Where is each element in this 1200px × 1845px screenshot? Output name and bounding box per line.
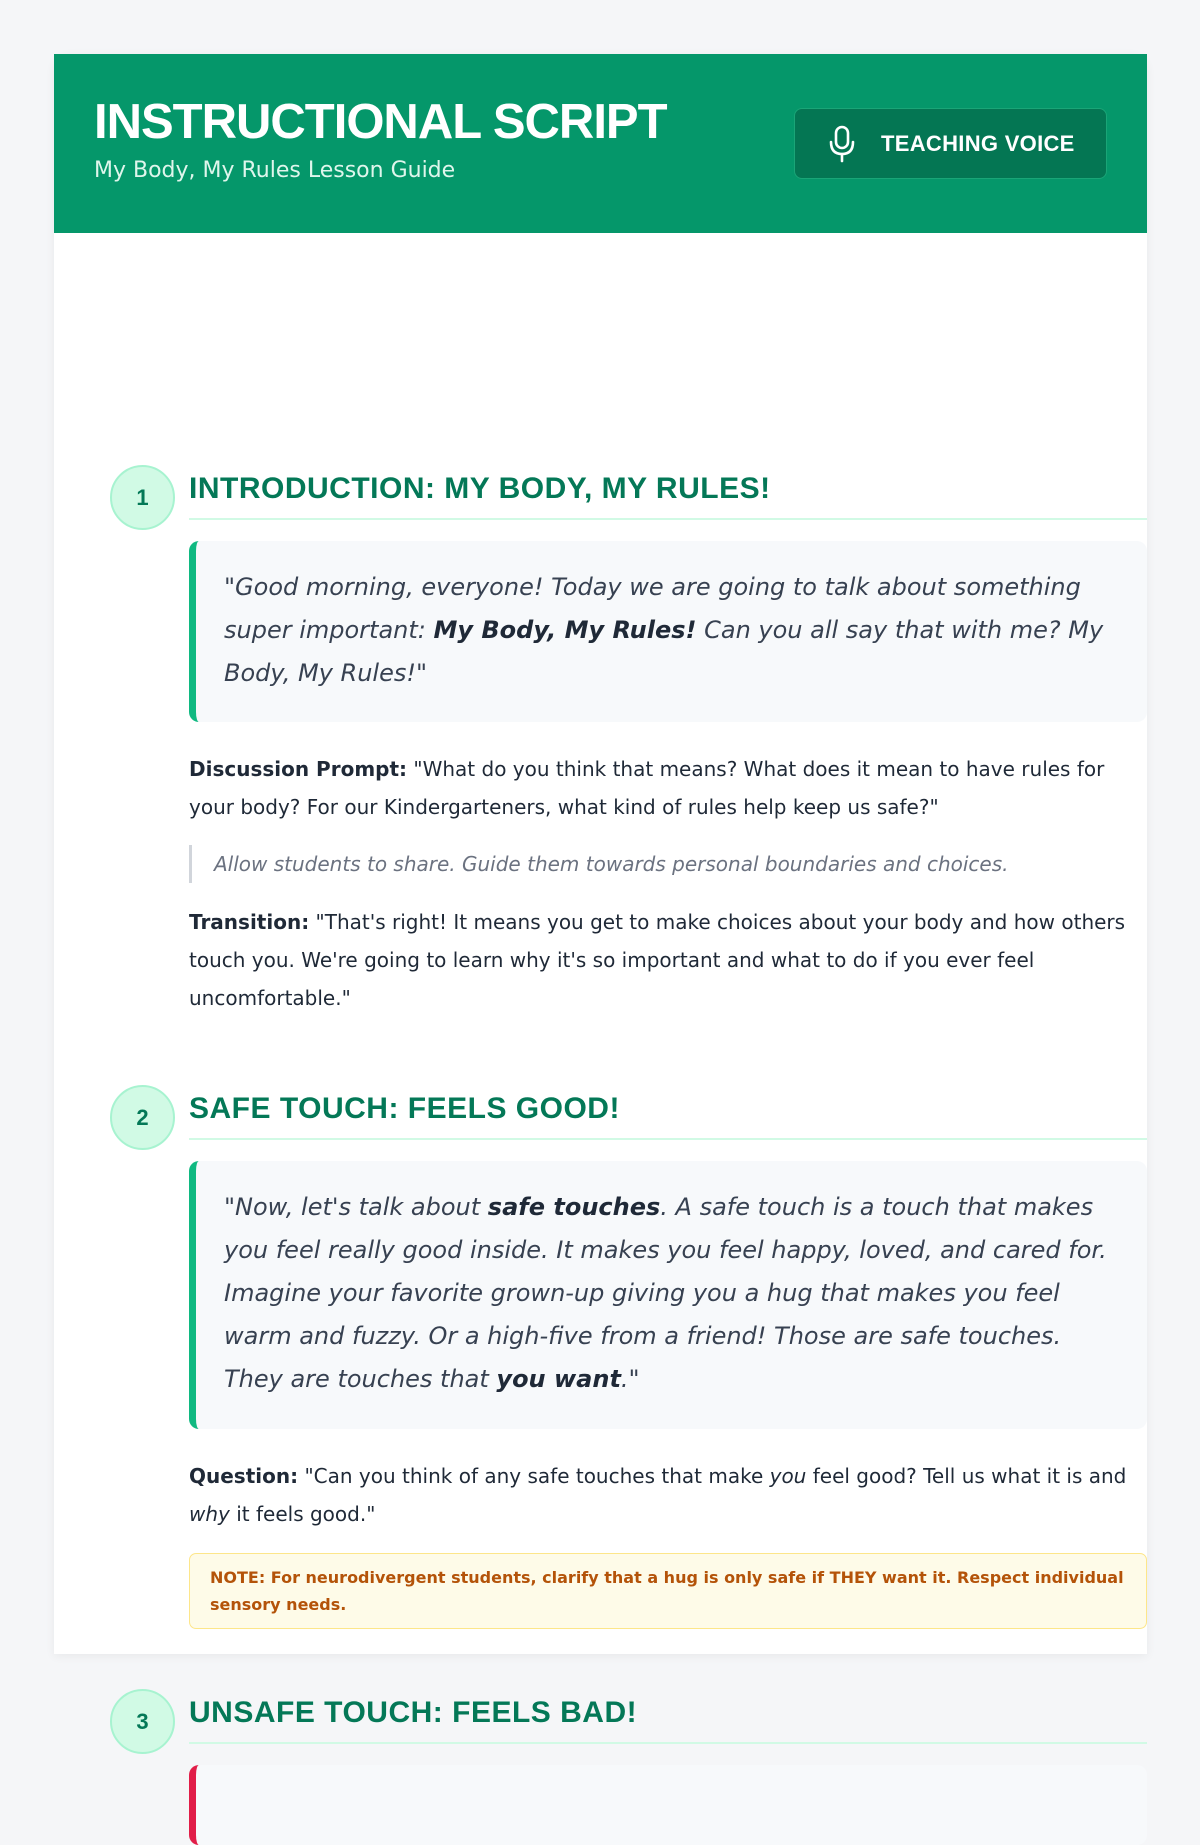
- lesson-card: [54, 54, 1147, 1734]
- page-subtitle: My Body, My Rules Lesson Guide: [94, 158, 456, 183]
- question-prompt: Question: "Can you think of any safe touches that make you feel good? Tell us what it is and why it feels good.": [189, 1464, 1127, 1526]
- discussion-prompt: Discussion Prompt: "What do you think that means? What does it mean to have rules for your body? For our Kindergarteners, what kind of rules help keep us safe?": [189, 757, 1105, 819]
- section-divider: [189, 518, 1147, 520]
- teaching-voice-label: TEACHING VOICE: [881, 130, 1075, 156]
- teacher-aside: Allow students to share. Guide them towards personal boundaries and choices.: [189, 845, 1147, 883]
- section-title: SAFE TOUCH: FEELS GOOD!: [189, 1092, 620, 1125]
- script-quote: [189, 1765, 1147, 1845]
- section-title: UNSAFE TOUCH: FEELS BAD!: [189, 1696, 638, 1729]
- neurodivergent-note: NOTE: For neurodivergent students, clarify that a hug is only safe if THEY want it. Respect individual sensory needs.: [189, 1553, 1147, 1629]
- header: [54, 54, 1147, 233]
- script-quote: "Now, let's talk about safe touches. A safe touch is a touch that makes you feel really good inside. It makes you feel happy, loved, and cared for. Imagine your favorite grown-up giving you a hug that makes you feel warm and fuzzy. Or a high-five from a friend! Those are safe touches. They are touches that you want.": [189, 1161, 1147, 1429]
- transition-text: Transition: "That's right! It means you get to make choices about your body and how others touch you. We're going to learn why it's so important and what to do if you ever feel uncomfortable.": [189, 910, 1126, 1010]
- section-number: 3: [110, 1689, 175, 1754]
- section-divider: [189, 1742, 1147, 1744]
- page-title: INSTRUCTIONAL SCRIPT: [94, 95, 667, 149]
- section-divider: [189, 1138, 1147, 1140]
- section-number: 2: [110, 1085, 175, 1150]
- section-number: 1: [110, 465, 175, 530]
- teaching-voice-button[interactable]: [794, 108, 1107, 179]
- script-quote: "Good morning, everyone! Today we are going to talk about something super important: My Body, My Rules! Can you all say that with me? My Body, My Rules!": [189, 541, 1147, 722]
- section-title: INTRODUCTION: MY BODY, MY RULES!: [189, 472, 771, 505]
- microphone-icon: [827, 124, 857, 164]
